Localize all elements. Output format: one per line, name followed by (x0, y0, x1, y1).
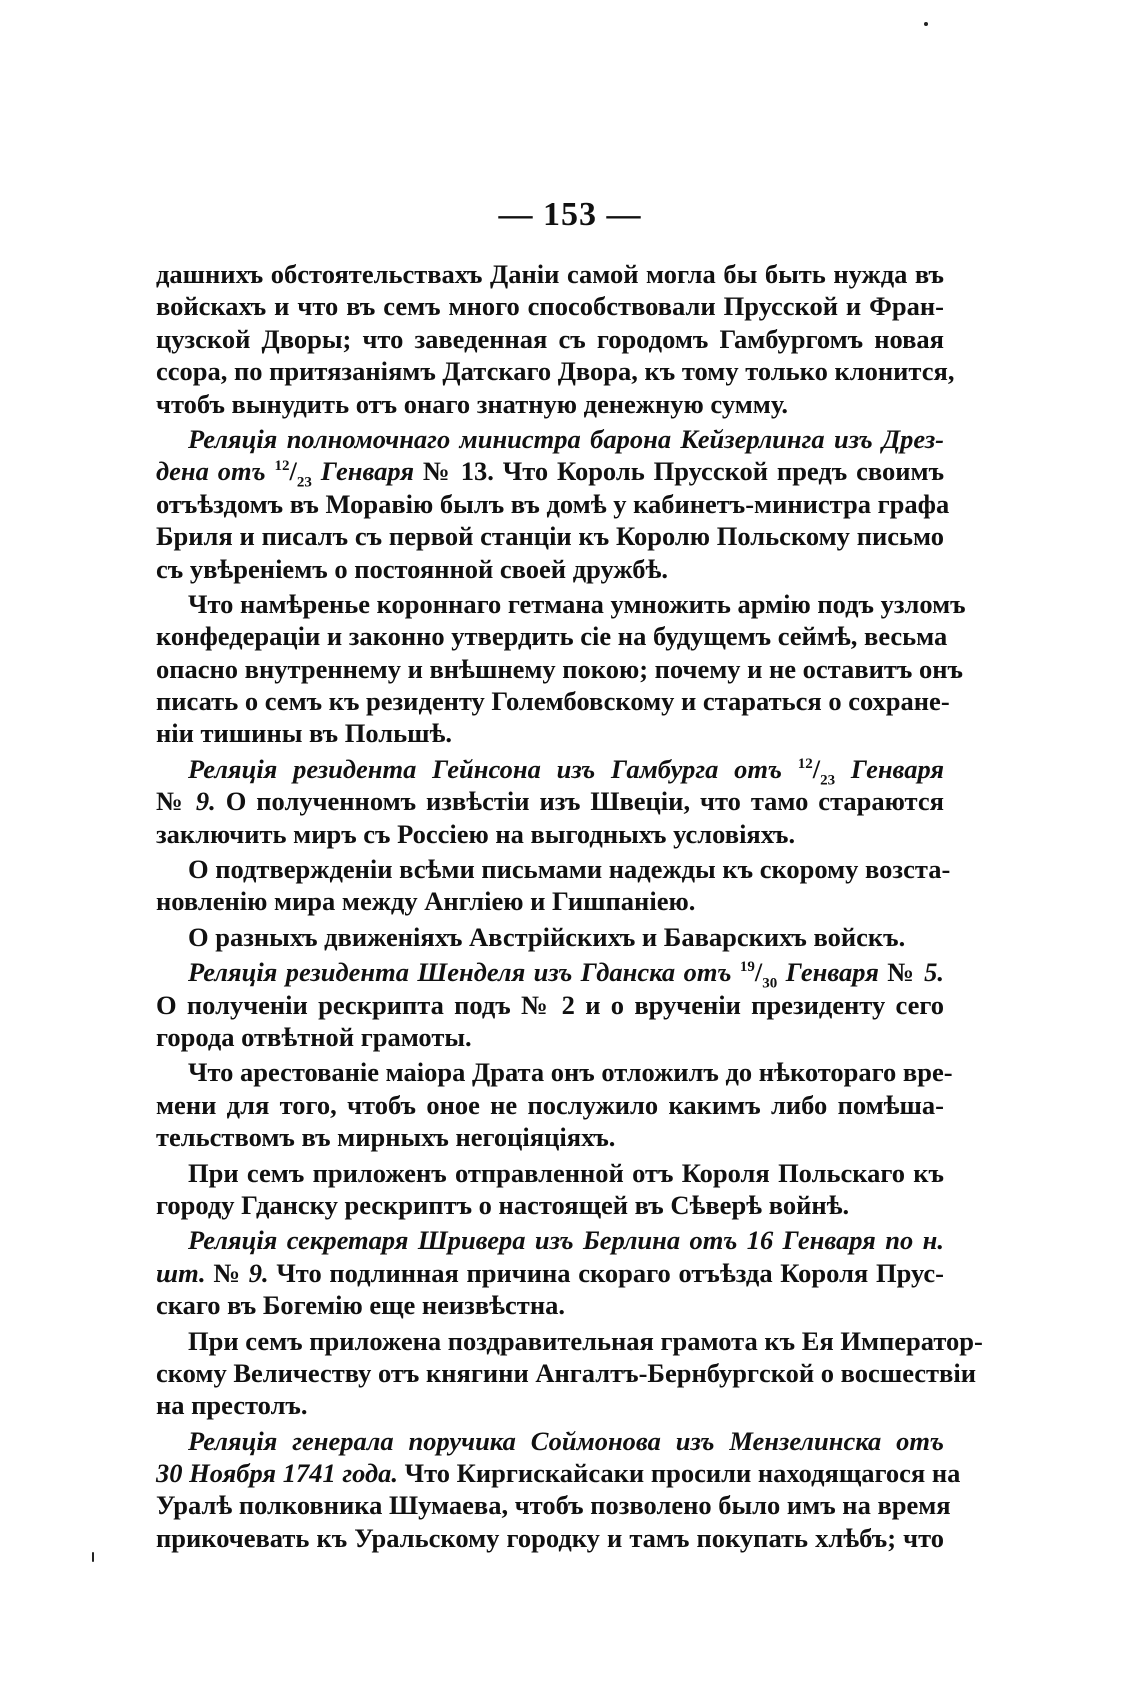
relation-heading: Реляція секретаря Шривера изъ Берлина отъ 16 Генваря по н. (188, 1225, 944, 1256)
text-line: заключить миръ съ Россіею на выгодныхъ условіяхъ. (156, 818, 796, 849)
text-line: писать о семъ къ резиденту Голембовскому и стараться о сохране- (156, 686, 950, 717)
line-text: № (156, 786, 186, 817)
text-line: О разныхъ движеніяхъ Австрійскихъ и Баварскихъ войскъ. (188, 921, 906, 952)
relation-heading: дена отъ (156, 456, 266, 487)
relation-number: 9. (248, 1257, 269, 1288)
scan-speck (92, 1552, 94, 1562)
fraction-denominator: 23 (820, 772, 836, 789)
text-line (156, 785, 944, 817)
text-line: новленію мира между Англіею и Гишпаніею. (156, 886, 696, 917)
document-body (156, 258, 983, 1554)
text-line: О подтвержденіи всѣми письмами надежды къ скорому возста- (188, 854, 951, 885)
relation-heading: Генваря (785, 957, 879, 988)
text-line: опасно внутреннему и внѣшнему покою; почему и не оставитъ онъ (156, 653, 963, 684)
line-text: О полученномъ извѣстіи изъ Швеціи, что тамо стараются (225, 786, 944, 817)
fraction-numerator: 12 (797, 756, 813, 773)
fraction-denominator: 23 (296, 474, 312, 491)
text-line: чтобъ вынудить отъ онаго знатную денежную сумму. (156, 388, 789, 419)
text-line: Что намѣренье короннаго гетмана умножить армію подъ узломъ (188, 588, 966, 619)
text-line: города отвѣтной грамоты. (156, 1021, 472, 1052)
relation-heading: Реляція генерала поручика Соймонова изъ Мензелинска отъ (188, 1425, 944, 1456)
page-number: — 153 — (498, 196, 642, 233)
text-line: скому Величеству отъ княгини Ангалтъ-Бернбургской о восшествіи (156, 1357, 976, 1388)
text-line: ссора, по притязаніямъ Датскаго Двора, къ тому только клонится, (156, 356, 955, 387)
relation-heading: Генваря (320, 456, 414, 487)
line-text: Что Киргискайсаки просили находящагося на (404, 1458, 961, 1489)
text-line: Бриля и писалъ съ первой станціи къ Королю Польскому письмо (156, 521, 944, 552)
text-line: прикочевать къ Уральскому городку и тамъ покупать хлѣбъ; что (156, 1522, 944, 1553)
line-text: № (213, 1257, 242, 1288)
text-line (156, 455, 945, 491)
date-fraction: $^{12}/_{23}$ (274, 456, 312, 491)
text-line: Уралѣ полковника Шумаева, чтобъ позволено было имъ на время (156, 1490, 951, 1521)
relation-heading: Генваря (850, 753, 945, 784)
text-line: мени для того, чтобъ оное не послужило какимъ либо помѣша- (156, 1089, 944, 1120)
text-line (156, 753, 945, 789)
text-line (156, 1224, 944, 1256)
text-line: При семъ приложенъ отправленной отъ Короля Польскаго къ (188, 1157, 944, 1188)
date-fraction: $^{12}/_{23}$ (797, 753, 836, 789)
text-line: цузской Дворы; что заведенная съ городомъ Гамбургомъ новая (156, 323, 944, 354)
text-line (156, 1457, 961, 1489)
line-text: Что подлинная причина скораго отъѣзда Короля Прус- (276, 1257, 944, 1288)
text-line (156, 956, 945, 992)
date-fraction: $^{19}/_{30}$ (739, 957, 778, 992)
relation-heading: Реляція резидента Гейнсона изъ Гамбурга отъ (188, 753, 782, 784)
fraction-numerator: 19 (739, 959, 755, 976)
text-line (156, 423, 944, 455)
text-line: скаго въ Богемію еще неизвѣстна. (156, 1290, 565, 1321)
text-line: съ увѣреніемъ о постоянной своей дружбѣ. (156, 553, 669, 584)
line-text: № (887, 957, 916, 988)
text-line (156, 1257, 944, 1289)
text-line: тельствомъ въ мирныхъ негоціяціяхъ. (156, 1122, 616, 1153)
fraction-numerator: 12 (274, 458, 290, 475)
text-line: отъѣздомъ въ Моравію былъ въ домѣ у кабинетъ-министра графа (156, 488, 950, 519)
fraction-denominator: 30 (762, 975, 778, 992)
text-line: ніи тишины въ Польшѣ. (156, 718, 453, 749)
relation-heading: Реляція полномочнаго министра барона Кейзерлинга изъ Дрез- (188, 423, 944, 454)
relation-number: 5. (924, 957, 945, 988)
relation-heading: 30 Ноября 1741 года. (156, 1458, 399, 1489)
text-line: Что арестованіе маіора Драта онъ отложилъ до нѣкотораго вре- (188, 1057, 953, 1088)
text-line: дашнихъ обстоятельствахъ Даніи самой могла бы быть нужда въ (156, 259, 944, 289)
text-line (156, 1425, 944, 1457)
text-line: на престолъ. (156, 1390, 308, 1421)
scan-speck (924, 22, 928, 26)
text-line: О полученіи рескрипта подъ № 2 и о врученіи президенту сего (156, 989, 944, 1020)
text-line: войскахъ и что въ семъ много способствовали Прусской и Фран- (156, 291, 944, 322)
line-text: № 13. Что Король Прусской предъ своимъ (422, 456, 945, 487)
text-line: конфедераціи и законно утвердить сіе на будущемъ сеймѣ, весьма (156, 621, 948, 652)
relation-heading: Реляція резидента Шенделя изъ Гданска отъ (188, 957, 732, 988)
text-line: городу Гданску рескриптъ о настоящей въ Сѣверѣ войнѣ. (156, 1189, 850, 1220)
text-line: При семъ приложена поздравительная грамота къ Ея Император- (188, 1325, 983, 1356)
relation-number: 9. (195, 786, 216, 817)
relation-heading: шт. (156, 1257, 206, 1288)
